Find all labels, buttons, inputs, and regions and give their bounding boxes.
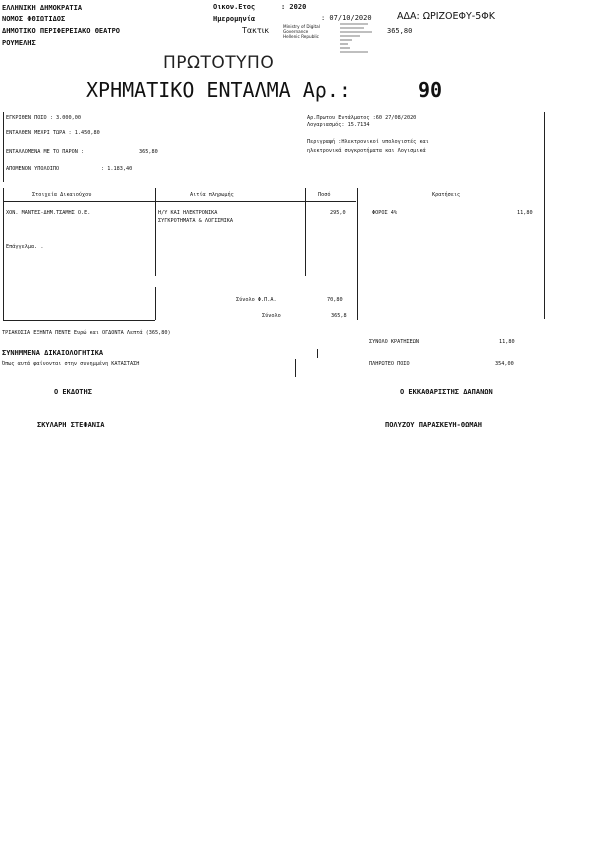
vat-total-label: Σύνολο Φ.Π.Α. (236, 297, 277, 303)
col-header-creditor: Στοιχεία Δικαιούχου (32, 192, 92, 198)
amount-type-label: Τακτικ (242, 26, 270, 35)
issuer-title: Ο ΕΚΔΟΤΗΣ (54, 388, 92, 396)
approved-amount: ΕΓΚΡΙΘΕΝ ΠΟΣΟ : 3.000,00 (6, 115, 81, 121)
row-deduction-name: ΦΟΡΟΣ 4% (372, 210, 397, 216)
amount-in-words: ΤΡΙΑΚΟΣΙΑ ΕΞΗΝΤΑ ΠΕΝΤΕ Ευρώ και ΟΓΔΟΝΤΑ Λεπτά (365,80) (2, 330, 171, 336)
stamp-line-2: Governance (283, 29, 309, 34)
fiscal-year-label: Οικον.Ετος (213, 3, 256, 11)
remaining-value: : 1.183,40 (101, 166, 133, 172)
stamp-fine-print-icon (338, 22, 378, 54)
stamp-line-1: Ministry of Digital (283, 24, 320, 29)
attachments-divider-lower (295, 359, 296, 377)
issued-to-date: ΕΝΤΑΛΘΕΝ ΜΕΧΡΙ ΤΩΡΑ : 1.450,80 (6, 130, 100, 136)
table-border-left (3, 188, 4, 320)
col-header-amount: Ποσό (318, 192, 331, 198)
header-organization: ΔΗΜΟΤΙΚΟ ΠΕΡΙΦΕΡΕΙΑΚΟ ΘΕΑΤΡΟ (2, 27, 121, 35)
first-warrant-ref: Αρ.Πρωτου Εντάλματος :60 27/08/2020 (307, 115, 417, 121)
date-value: : 07/10/2020 (321, 14, 372, 22)
issued-now-label: ΕΝΤΑΛΛΟΜΕΝΑ ΜΕ ΤΟ ΠΑΡΟΝ : (6, 149, 85, 155)
grand-total-label: Σύνολο (262, 313, 281, 319)
table-header-rule (3, 201, 356, 202)
remaining-label: ΑΠΟΜΕΝΟΝ ΥΠΟΛΟΙΠΟ (6, 166, 60, 172)
row-reason-line-1: Η/Υ ΚΑΙ ΗΛΕΚΤΡΟΝΙΚΑ (158, 210, 218, 216)
table-col-divider-3 (357, 188, 358, 320)
col-header-reason: Αιτία πληρωμής (190, 192, 234, 198)
amount-value-header: 365,80 (387, 27, 413, 35)
main-title-number: 90 (418, 78, 443, 102)
clearer-title: Ο ΕΚΚΑΘΑΡΙΣΤΗΣ ΔΑΠΑΝΩΝ (400, 388, 493, 396)
deductions-total-label: ΣΥΝΟΛΟ ΚΡΑΤΗΣΕΩΝ (369, 339, 419, 345)
payable-value: 354,00 (495, 361, 514, 367)
row-deduction-value: 11,80 (517, 210, 533, 216)
table-bottom-rule (3, 320, 155, 321)
header-country: ΕΛΛΗΝΙΚΗ ΔΗΜΟΚΡΑΤΙΑ (2, 4, 83, 12)
attachments-divider-upper (317, 349, 318, 358)
description-line-1: Περιγραφή :Ηλεκτρονικοί υπολογιστές και (307, 139, 429, 145)
description-line-2: ηλεκτρονικά συγκροτήματα και Λογισμικά (307, 148, 426, 154)
fiscal-year-value: : 2020 (281, 3, 307, 11)
issuer-name: ΣΚΥΛΑΡΗ ΣΤΕΦΑΝΙΑ (37, 421, 105, 429)
row-creditor: ΧΟΝ. ΜΑΝΤΕΣ-ΔΗΜ.ΤΣΑΜΗΣ Ο.Ε. (6, 210, 91, 216)
vat-total-value: 70,80 (327, 297, 343, 303)
original-watermark: ΠΡΩΤΟΤΥΠΟ (163, 53, 275, 73)
col-header-deductions: Κρατήσεις (432, 192, 461, 198)
date-label: Ημερομηνία (213, 15, 256, 23)
deductions-total-value: 11,80 (499, 339, 515, 345)
row-amount: 295,0 (330, 210, 346, 216)
stamp-fine-print-graphic (338, 22, 378, 54)
header-prefecture: ΝΟΜΟΣ ΦΘΙΩΤΙΔΟΣ (2, 15, 66, 23)
attachments-note: Όπως αυτά φαίνονται στην συνημμένη ΚΑΤΑΣΤΑΣΗ (2, 361, 140, 367)
stamp-line-3: Hellenic Republic (283, 34, 319, 39)
attachments-title: ΣΥΝΗΜΜΕΝΑ ΔΙΚΑΙΟΛΟΓΗΤΙΚΑ (2, 349, 104, 357)
payable-label: ΠΛΗΡΩΤΕΟ ΠΟΣΟ (369, 361, 410, 367)
digital-signature-stamp (283, 24, 320, 39)
row-profession: Επάγγελμα. . (6, 244, 44, 250)
table-col-divider-1b (155, 287, 156, 320)
account-code: Λογαριασμός: 15.7134 (307, 122, 370, 128)
grand-total-value: 365,8 (331, 313, 347, 319)
header-organization-region: ΡΟΥΜΕΛΗΣ (2, 39, 36, 47)
box-left-border (3, 112, 4, 182)
clearer-name: ΠΟΛΥΖΟΥ ΠΑΡΑΣΚΕΥΗ-ΘΩΜΑΗ (385, 421, 482, 429)
row-reason-line-2: ΣΥΓΚΡΟΤΗΜΑΤΑ & ΛΟΓΙΣΜΙΚΑ (158, 218, 233, 224)
box-right-border (544, 112, 545, 319)
main-title: ΧΡΗΜΑΤΙΚΟ ΕΝΤΑΛΜΑ Αρ.: (86, 78, 351, 102)
ada-code: ΑΔΑ: ΩΡΙΖΟΕΦΥ-5ΦΚ (397, 11, 495, 22)
issued-now-value: 365,80 (139, 149, 158, 155)
